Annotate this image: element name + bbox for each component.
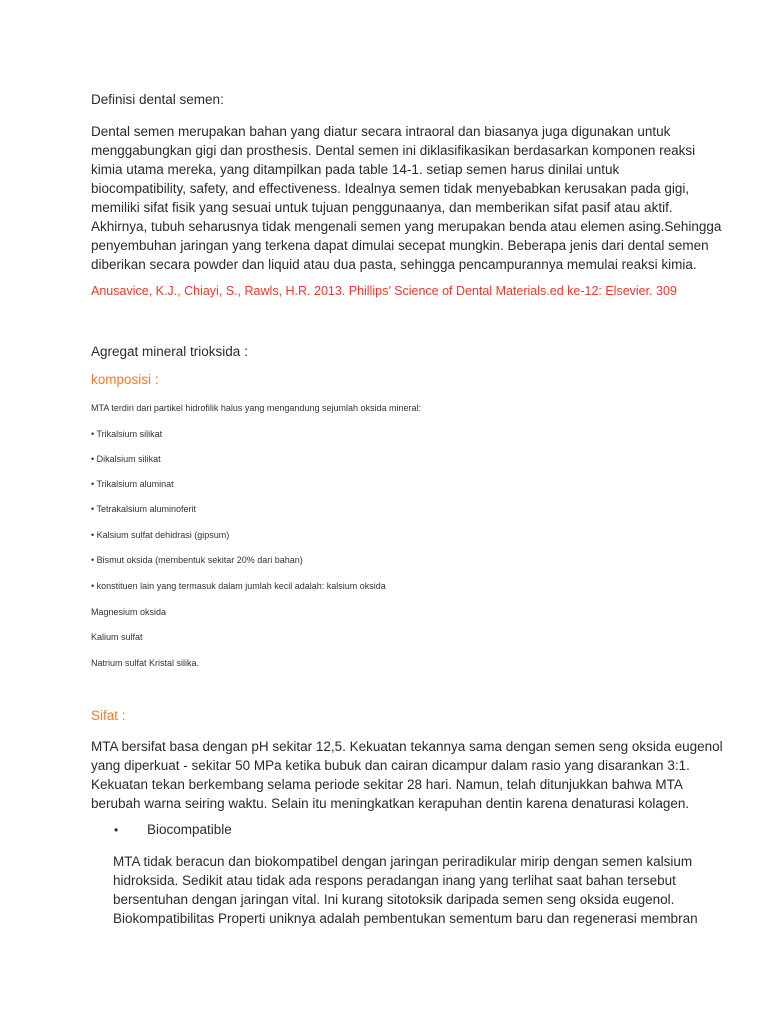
paragraph-line: Biokompatibilitas Properti uniknya adalah pembentukan sementum baru dan regenerasi membran xyxy=(113,911,698,926)
paragraph-line: bersentuhan dengan jaringan vital. Ini kurang sitotoksik daripada semen seng oksida eugenol. xyxy=(113,892,675,907)
composition-item: Natrium sulfat Kristal silika. xyxy=(91,658,200,668)
composition-item: • Kalsium sulfat dehidrasi (gipsum) xyxy=(91,530,230,540)
composition-item: • Tetrakalsium aluminoferit xyxy=(91,504,197,514)
subheading-komposisi: komposisi : xyxy=(91,372,159,387)
paragraph-line: memiliki sifat fisik yang sesuai untuk tujuan penggunaanya, dan memberikan sifat pasif atau aktif. xyxy=(91,200,673,215)
definisi-paragraph xyxy=(91,122,722,274)
paragraph-line: biocompatibility, safety, and effectiveness. Idealnya semen tidak menyebabkan kerusakan pada gigi, xyxy=(91,181,690,196)
paragraph-line: Akhirnya, tubuh seharusnya tidak mengenali semen yang merupakan benda atau elemen asing.Sehingga xyxy=(91,219,722,234)
composition-item: • Trikalsium silikat xyxy=(91,429,163,439)
paragraph-line: MTA bersifat basa dengan pH sekitar 12,5. Kekuatan tekannya sama dengan semen seng oksida eugenol xyxy=(91,739,723,754)
paragraph-line: hidroksida. Sedikit atau tidak ada respons peradangan inang yang terlihat saat bahan tersebut xyxy=(113,873,676,888)
paragraph-line: Kekuatan tekan berkembang selama periode sekitar 28 hari. Namun, telah ditunjukkan bahwa MTA xyxy=(91,777,683,792)
composition-item: • Trikalsium aluminat xyxy=(91,479,174,489)
composition-item: • konstituen lain yang termasuk dalam jumlah kecil adalah: kalsium oksida xyxy=(91,581,386,591)
section-heading-agregat: Agregat mineral trioksida : xyxy=(91,344,248,359)
paragraph-line: Dental semen merupakan bahan yang diatur secara intraoral dan biasanya juga digunakan untuk xyxy=(91,124,671,139)
paragraph-line: diberikan secara powder dan liquid atau dua pasta, sehingga pencampurannya memulai reaksi kimia. xyxy=(91,257,697,272)
section-heading-definisi: Definisi dental semen: xyxy=(91,92,224,107)
subheading-sifat: Sifat : xyxy=(91,708,126,723)
paragraph-line: penyembuhan jaringan yang terkena dapat dimulai secepat mungkin. Beberapa jenis dari dental semen xyxy=(91,238,709,253)
composition-item: • Dikalsium silikat xyxy=(91,454,161,464)
reference-citation: Anusavice, K.J., Chiayi, S., Rawls, H.R. 2013. Phillips’ Science of Dental Materials.ed ke-12: Elsevier. 309 xyxy=(91,284,677,298)
bullet-biocompatible: Biocompatible xyxy=(147,822,232,837)
paragraph-line: yang diperkuat - sekitar 50 MPa ketika bubuk dan cairan dicampur dalam rasio yang disarankan 3:1. xyxy=(91,758,690,773)
composition-item: Magnesium oksida xyxy=(91,607,167,617)
sifat-paragraph xyxy=(91,737,723,813)
composition-item: • Bismut oksida (membentuk sekitar 20% dari bahan) xyxy=(91,555,303,565)
paragraph-line: menggabungkan gigi dan prosthesis. Dental semen ini diklasifikasikan berdasarkan komponen reaksi xyxy=(91,143,696,158)
paragraph-line: MTA tidak beracun dan biokompatibel dengan jaringan periradikular mirip dengan semen kalsium xyxy=(113,854,693,869)
paragraph-line: kimia utama mereka, yang ditampilkan pada table 14-1. setiap semen harus dinilai untuk xyxy=(91,162,620,177)
biocompatible-paragraph xyxy=(113,852,698,928)
composition-intro: MTA terdiri dari partikel hidrofilik halus yang mengandung sejumlah oksida mineral: xyxy=(91,403,421,413)
composition-item: Kalium sulfat xyxy=(91,632,143,642)
bullet-marker: • xyxy=(114,823,119,837)
paragraph-line: berubah warna seiring waktu. Selain itu meningkatkan kerapuhan dentin karena denaturasi kolagen. xyxy=(91,796,690,811)
